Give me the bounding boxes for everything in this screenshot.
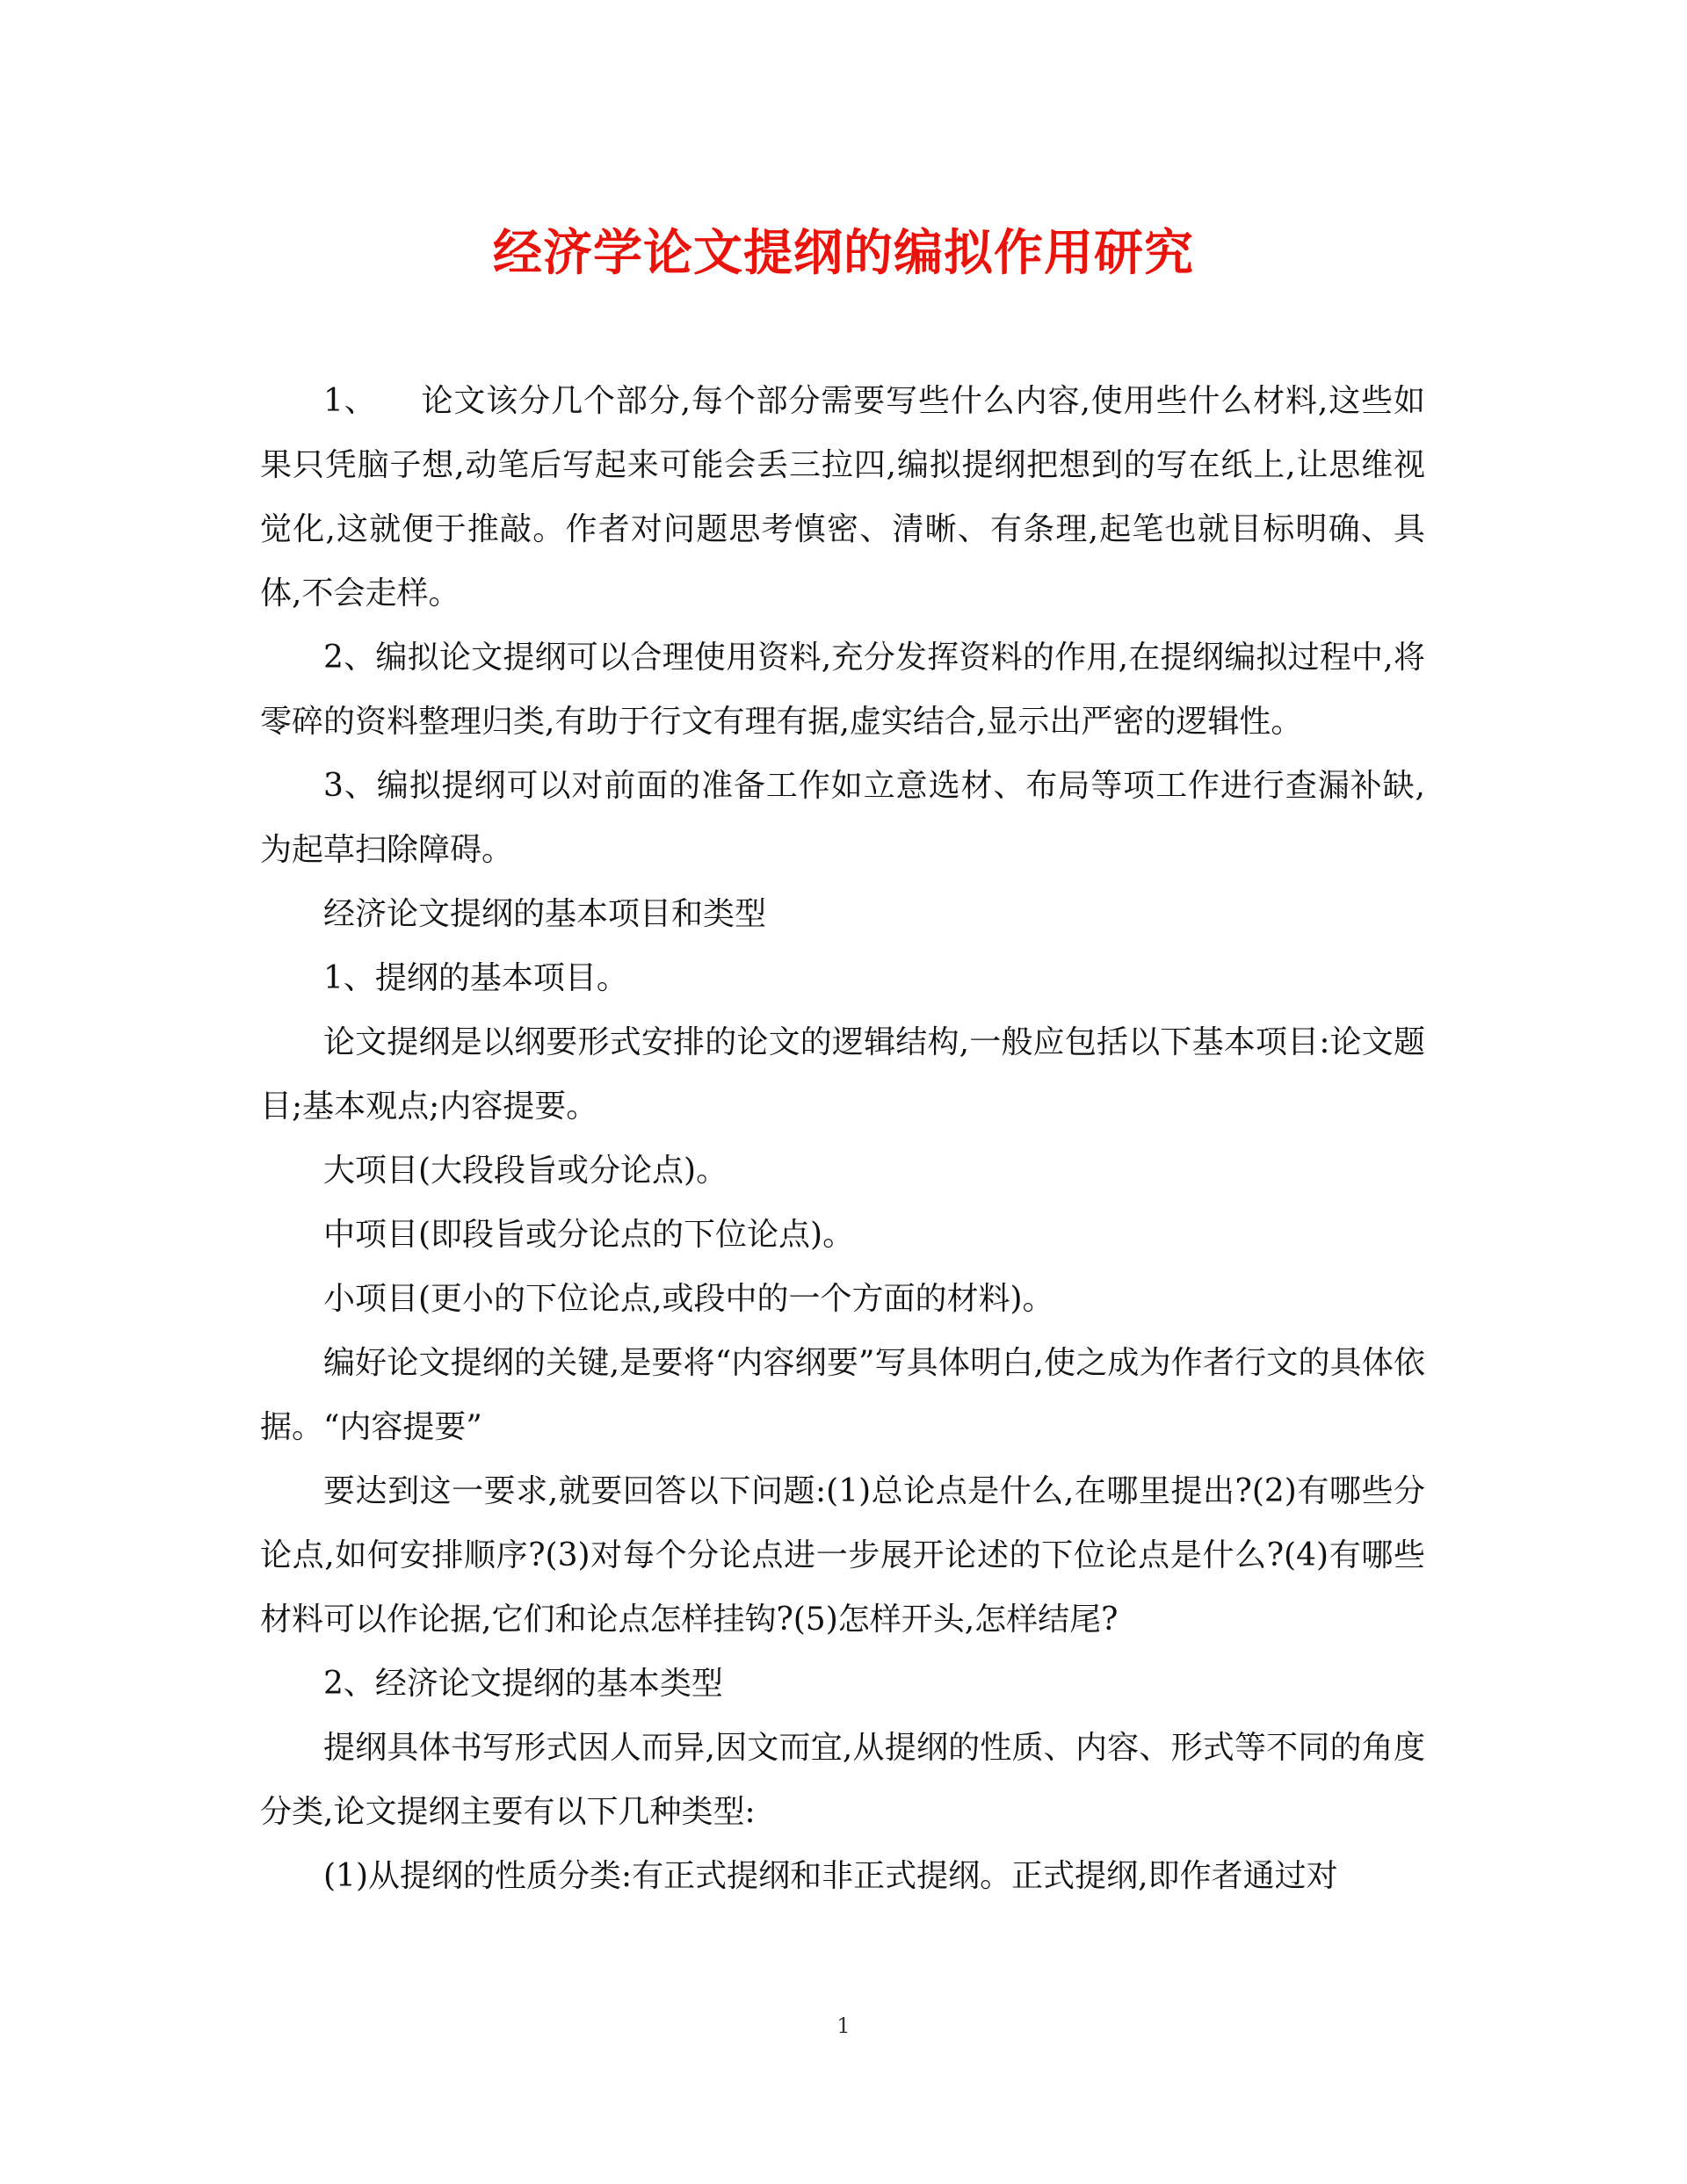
section-heading-basic-items-and-types: 经济论文提纲的基本项目和类型 [323,896,767,932]
paragraph-3: 3、编拟提纲可以对前面的准备工作如立意选材、布局等项工作进行查漏补缺,为起草扫除障碍。 [260,768,1425,868]
paragraph-basic-items: 论文提纲是以纲要形式安排的论文的逻辑结构,一般应包括以下基本项目:论文题目;基本观点;内容提要。 [260,1024,1425,1125]
paragraph-formal-informal: (1)从提纲的性质分类:有正式提纲和非正式提纲。正式提纲,即作者通过对 [323,1858,1338,1894]
paragraph-questions: 要达到这一要求,就要回答以下问题:(1)总论点是什么,在哪里提出?(2)有哪些分论点,如何安排顺序?(3)对每个分论点进一步展开论述的下位论点是什么?(4)有哪些材料可以作论据,它们和论点怎样挂钩?(5)怎样开头,怎样结尾? [260,1473,1425,1638]
list-item-middle: 中项目(即段旨或分论点的下位论点)。 [323,1217,855,1253]
list-item-major: 大项目(大段段旨或分论点)。 [323,1153,728,1189]
subheading-basic-types: 2、经济论文提纲的基本类型 [323,1666,723,1702]
paragraph-key-point: 编好论文提纲的关键,是要将“内容纲要”写具体明白,使之成为作者行文的具体依据。“内容提要” [260,1345,1425,1445]
document-body [260,369,1425,1908]
list-item-minor: 小项目(更小的下位论点,或段中的一个方面的材料)。 [323,1281,1054,1317]
paragraph-2: 2、编拟论文提纲可以合理使用资料,充分发挥资料的作用,在提纲编拟过程中,将零碎的资料整理归类,有助于行文有理有据,虚实结合,显示出严密的逻辑性。 [260,640,1425,740]
paragraph-1-number: 1、 [323,383,377,419]
page-number: 1 [836,2014,851,2038]
paragraph-1 [260,369,1425,626]
subheading-basic-items: 1、提纲的基本项目。 [323,960,628,996]
paragraph-types: 提纲具体书写形式因人而异,因文而宜,从提纲的性质、内容、形式等不同的角度分类,论文提纲主要有以下几种类型: [260,1730,1425,1830]
document-title: 经济学论文提纲的编拟作用研究 [493,224,1194,282]
paragraph-1-text: 论文该分几个部分,每个部分需要写些什么内容,使用些什么材料,这些如果只凭脑子想,动笔后写起来可能会丢三拉四,编拟提纲把想到的写在纸上,让思维视觉化,这就便于推敲。作者对问题思考慎密、清晰、有条理,起笔也就目标明确、具体,不会走样。 [260,383,1425,611]
